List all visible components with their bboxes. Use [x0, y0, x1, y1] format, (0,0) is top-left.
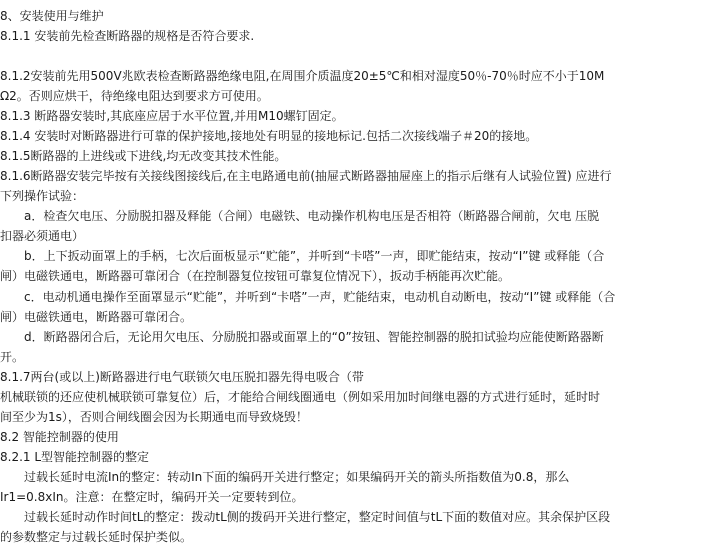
text-line: d．断路器闭合后，无论用欠电压、分励脱扣器或面罩上的“0”按钮、智能控制器的脱扣试验均应能使断路器断	[0, 329, 604, 344]
text-line: 间至少为1s），否则合闸线圈会因为长期通电而导致烧毁！	[0, 409, 308, 424]
text-line: 扣器必须通电）	[0, 229, 85, 244]
text-line: 过载长延时电流In的整定：转动In下面的编码开关进行整定；如果编码开关的箭头所指数值为0.8，那么	[0, 469, 570, 484]
text-line: a．检查欠电压、分励脱扣器及释能（合闸）电磁铁、电动操作机构电压是否相符（断路器合闸前，欠电 压脱	[0, 209, 600, 224]
text-line: 过载长延时动作时间tL的整定：拨动tL侧的拨码开关进行整定，整定时间值与tL下面的数值对应。其余保护区段	[0, 509, 611, 524]
text-line: 闸）电磁铁通电，断路器可靠闭合（在控制器复位按钮可靠复位情况下），扳动手柄能再次贮能。	[0, 269, 511, 284]
text-line: 8.1.5断路器的上进线或下进线,均无改变其技术性能。	[0, 149, 287, 164]
blank-line	[0, 46, 701, 66]
subsection-heading: 8.2.1 L型智能控制器的整定	[0, 449, 150, 464]
text-line: 下列操作试验：	[0, 189, 85, 204]
text-line: Ir1=0.8xIn。注意：在整定时，编码开关一定要转到位。	[0, 489, 304, 504]
text-line: 8.1.4 安装时对断路器进行可靠的保护接地,接地处有明显的接地标记.包括二次接线端子＃20的接地。	[0, 129, 538, 144]
text-line: 8.1.7两台(或以上)断路器进行电气联锁欠电压脱扣器先得电吸合（带	[0, 369, 364, 384]
section-heading: 8.2 智能控制器的使用	[0, 429, 119, 444]
text-line: 的参数整定与过载长延时保护类似。	[0, 529, 193, 544]
text-line: 闸）电磁铁通电，断路器可靠闭合。	[0, 309, 193, 324]
text-line: 8.1.6断路器安装完毕按有关接线图接线后,在主电路通电前(抽屉式断路器抽屉座上的指示后继有人试验位置) 应进行	[0, 169, 612, 184]
text-line: c．电动机通电操作至面罩显示“贮能”，并听到“卡嗒”一声，贮能结束，电动机自动断电，按动“I”键 或释能（合	[0, 289, 616, 304]
text-line: 8.1.2安装前先用500V兆欧表检查断路器绝缘电阻,在周围介质温度20±5℃和相对湿度50％-70％时应不小于10M	[0, 69, 605, 84]
text-line: 8.1.3 断路器安装时,其底座应居于水平位置,并用M10螺钉固定。	[0, 109, 344, 124]
text-line: b．上下扳动面罩上的手柄，七次后面板显示“贮能”，并听到“卡嗒”一声，即贮能结束，按动“I”键 或释能（合	[0, 249, 605, 264]
section-heading: 8、安装使用与维护	[0, 9, 104, 23]
text-line: 机械联锁的还应使机械联锁可靠复位）后，才能给合闸线圈通电（例如采用加时间继电器的方式进行延时，延时时	[0, 389, 601, 404]
text-line: Ω2。否则应烘干，待绝缘电阻达到要求方可使用。	[0, 89, 269, 104]
text-line: 开。	[0, 349, 25, 364]
text-line: 8.1.1 安装前先检查断路器的规格是否符合要求.	[0, 29, 255, 44]
